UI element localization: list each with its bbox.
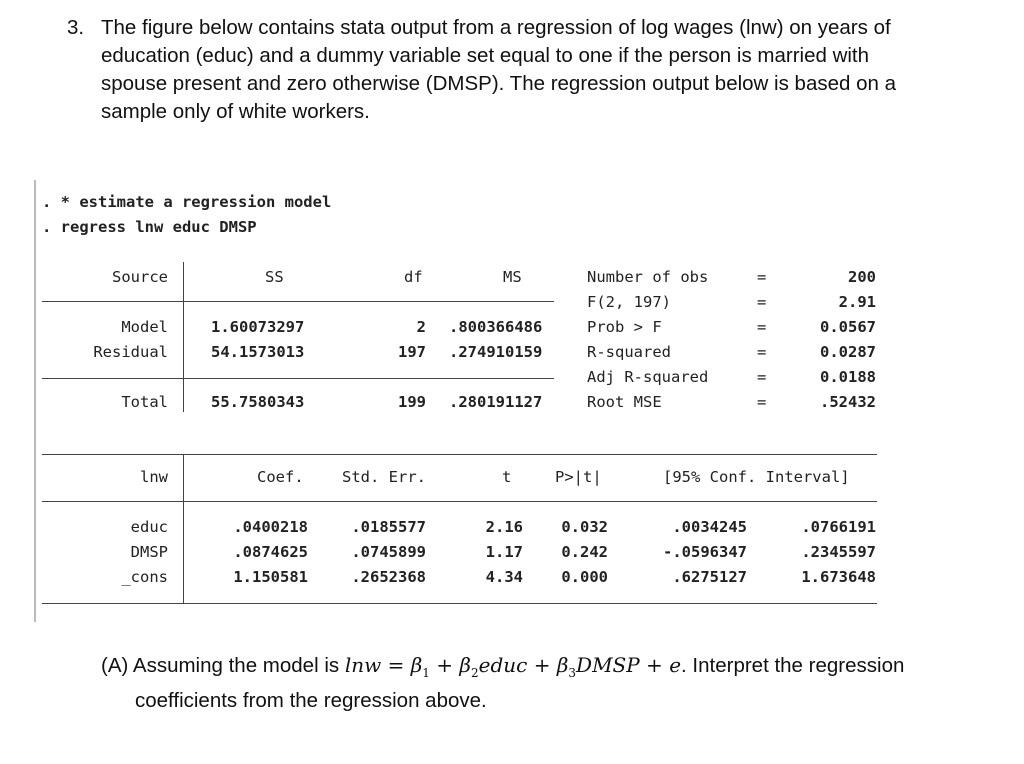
anova-source: Residual [93,343,168,361]
coef-header-t: t [502,468,512,486]
stat-value: .52432 [820,393,876,411]
coef-ci-high: .2345597 [801,543,876,561]
part-a-line-2: coefficients from the regression above. [135,689,487,712]
coef-ci-low: .0034245 [672,518,747,536]
coef-header-var: lnw [140,468,168,486]
stat-value: 200 [848,268,876,286]
stat-label: Number of obs [587,268,709,286]
part-a-line-1: (A) Assuming the model is $\ln w = \beta_1$ + $\beta_2educ$ + $\beta_3DMSP + e$. Interpret the regression [101,653,905,680]
stat-value: 0.0567 [820,318,876,336]
coef-t: 4.34 [485,568,523,586]
stat-label: Root MSE [587,393,662,411]
model-equation: $\ln w = \beta_1$ + $\beta_2educ$ + $\beta_3DMSP + e$ [344,653,682,680]
coef-rule [42,603,877,604]
stat-equals: = [757,318,767,336]
anova-source: Model [121,318,168,336]
stat-value: 2.91 [838,293,876,311]
stat-equals: = [757,268,767,286]
coef-t: 1.17 [485,543,523,561]
question-line: spouse present and zero otherwise (DMSP). The regression output below is based on a [101,72,897,95]
anova-header-ss: SS [265,268,284,286]
stat-label: R-squared [587,343,671,361]
coef-p: 0.000 [561,568,608,586]
coef-ci-high: .0766191 [801,518,876,536]
coef-vertical-rule [183,454,184,604]
question-number: 3. [67,16,85,39]
anova-ms: .274910159 [449,343,543,361]
coef-header-coef: Coef. [257,468,304,486]
stat-label: F(2, 197) [587,293,671,311]
coef-estimate: .0400218 [233,518,308,536]
question-line: sample only of white workers. [101,100,370,123]
anova-vertical-rule [183,262,184,412]
question-block [67,14,967,126]
anova-header-ms: MS [503,268,522,286]
coef-header-ci: [95% Conf. Interval] [663,468,850,486]
coef-se: .2652368 [351,568,426,586]
anova-ms: .800366486 [449,318,543,336]
coef-ci-low: -.0596347 [663,543,747,561]
stat-equals: = [757,368,767,386]
coef-rule [42,454,877,455]
stata-command: . * estimate a regression model [42,193,332,211]
question-line: education (educ) and a dummy variable set equal to one if the person is married with [101,44,870,67]
coef-ci-low: .6275127 [672,568,747,586]
anova-df: 2 [416,318,426,336]
stat-value: 0.0188 [820,368,876,386]
anova-df: 199 [398,393,426,411]
coef-rule [42,501,877,502]
stat-equals: = [757,293,767,311]
coef-var: DMSP [130,543,168,561]
coef-ci-high: 1.673648 [801,568,876,586]
anova-rule [42,378,554,379]
stat-value: 0.0287 [820,343,876,361]
coef-p: 0.242 [561,543,608,561]
coef-var: educ [130,518,168,536]
anova-ss: 54.1573013 [211,343,305,361]
stata-command: . regress lnw educ DMSP [42,218,257,236]
part-a-question [101,651,981,715]
coef-var: _cons [121,568,168,586]
anova-ss: 1.60073297 [211,318,305,336]
anova-rule [42,301,554,302]
stat-label: Adj R-squared [587,368,709,386]
anova-ms: .280191127 [449,393,543,411]
coef-se: .0185577 [351,518,426,536]
anova-header-df: df [404,268,423,286]
coef-t: 2.16 [485,518,523,536]
coef-header-p: P>|t| [555,468,602,486]
coef-p: 0.032 [561,518,608,536]
stat-equals: = [757,343,767,361]
stat-equals: = [757,393,767,411]
anova-df: 197 [398,343,426,361]
coef-estimate: 1.150581 [233,568,308,586]
anova-source: Total [121,393,168,411]
anova-ss: 55.7580343 [211,393,305,411]
stata-output [34,180,886,622]
coef-header-se: Std. Err. [342,468,426,486]
stat-label: Prob > F [587,318,662,336]
coef-estimate: .0874625 [233,543,308,561]
coef-se: .0745899 [351,543,426,561]
question-line: The figure below contains stata output from a regression of log wages (lnw) on years of [101,16,891,39]
anova-header-source: Source [112,268,168,286]
